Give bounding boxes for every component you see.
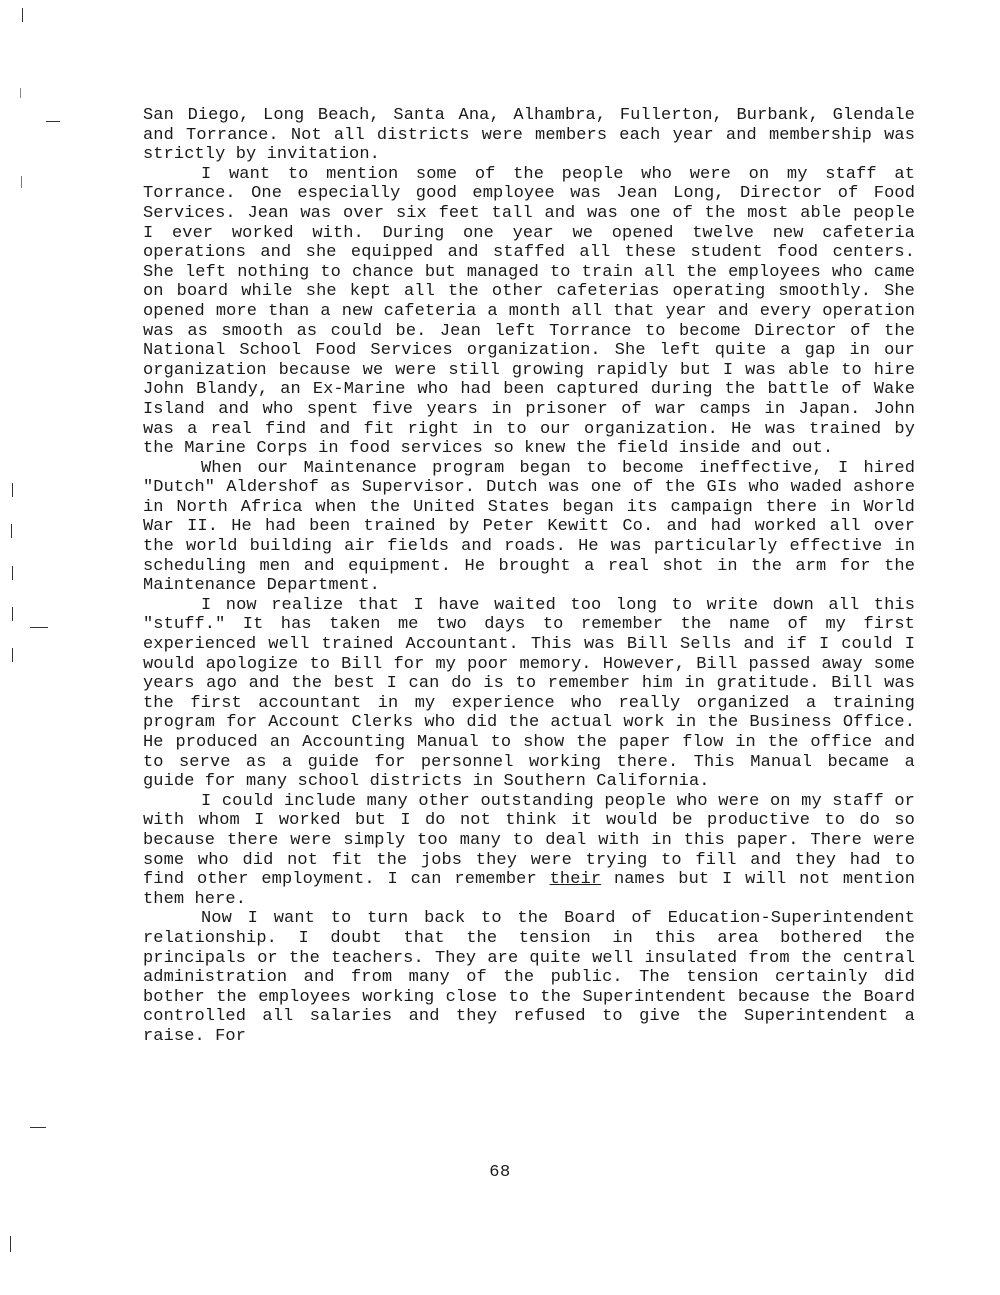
paragraph-2: I want to mention some of the people who were on my staff at Torrance. One especially good employee was Jean Long, Director of Food Services. Jean was over six feet tall and was one of the most able people I ever worked with. During one year we opened twelve new cafeteria operations and she equipped and staffed all these student food centers. She left nothing to chance but managed to train all the employees who came on board while she kept all the other cafeterias operating smoothly. She opened more than a new cafeteria a month all that year and every operation was as smooth as could be. Jean left Torrance to become Director of the National School Food Services organization. She left quite a gap in our organization because we were still growing rapidly but I was able to hire John Blandy, an Ex-Marine who had been captured during the battle of Wake Island and who spent five years in prisoner of war camps in Japan. John was a real find and fit right in to our organization. He was trained by the Marine Corps in food services so knew the field inside and out.: [143, 164, 915, 459]
margin-mark: [10, 1236, 11, 1252]
margin-mark: [12, 483, 13, 497]
paragraph-5: [143, 792, 915, 910]
margin-mark: [20, 88, 21, 98]
margin-mark: [46, 121, 60, 122]
paragraph-4: I now realize that I have waited too long to write down all this "stuff." It has taken me two days to remember the name of my first experienced well trained Accountant. This was Bill Sells and if I could I would apologize to Bill for my poor memory. However, Bill passed away some years ago and the best I can do is to remember him in gratitude. Bill was the first accountant in my experience who really organized a training program for Account Clerks who did the actual work in the Business Office. He produced an Accounting Manual to show the paper flow in the office and to serve as a guide for personnel working there. This Manual became a guide for many school districts in Southern California.: [143, 595, 915, 792]
margin-mark: [30, 1127, 46, 1128]
margin-mark: [12, 607, 13, 621]
underlined-word: their: [549, 870, 602, 890]
paragraph-1: San Diego, Long Beach, Santa Ana, Alhambra, Fullerton, Burbank, Glendale and Torrance. Not all districts were members each year and membership was strictly by invitation.: [143, 106, 915, 165]
body-text: [143, 106, 915, 1047]
margin-mark: [12, 648, 13, 662]
paragraph-3: When our Maintenance program began to become ineffective, I hired "Dutch" Aldershof as Supervisor. Dutch was one of the GIs who waded ashore in North Africa when the United States began its campaign there in World War II. He had been trained by Peter Kewitt Co. and had worked all over the world building air fields and roads. He was particularly effective in scheduling men and equipment. He brought a real shot in the arm for the Maintenance Department.: [143, 458, 915, 596]
paragraph-5-start: I could include many other outstanding people who were on my staff or with whom I worked but I do not think it would be productive to do so because there were simply too many to deal with in this paper. There were some who did not fit the jobs they were trying to fill and they had to find other employment. I can remember: [143, 791, 915, 890]
margin-mark: [22, 8, 23, 22]
paragraph-6: Now I want to turn back to the Board of Education-Superintendent relationship. I doubt that the tension in this area bothered the principals or the teachers. They are quite well insulated from the central administration and from many of the public. The tension certainly did bother the employees working close to the Superintendent because the Board controlled all salaries and they refused to give the Superintendent a raise. For: [143, 909, 915, 1046]
page-number: 68: [489, 1163, 511, 1182]
margin-mark: [21, 176, 22, 188]
margin-mark: [30, 627, 48, 628]
margin-mark: [12, 566, 13, 580]
paragraph-5-end: names but I will not mention them here.: [143, 870, 916, 909]
margin-mark: [11, 524, 12, 538]
